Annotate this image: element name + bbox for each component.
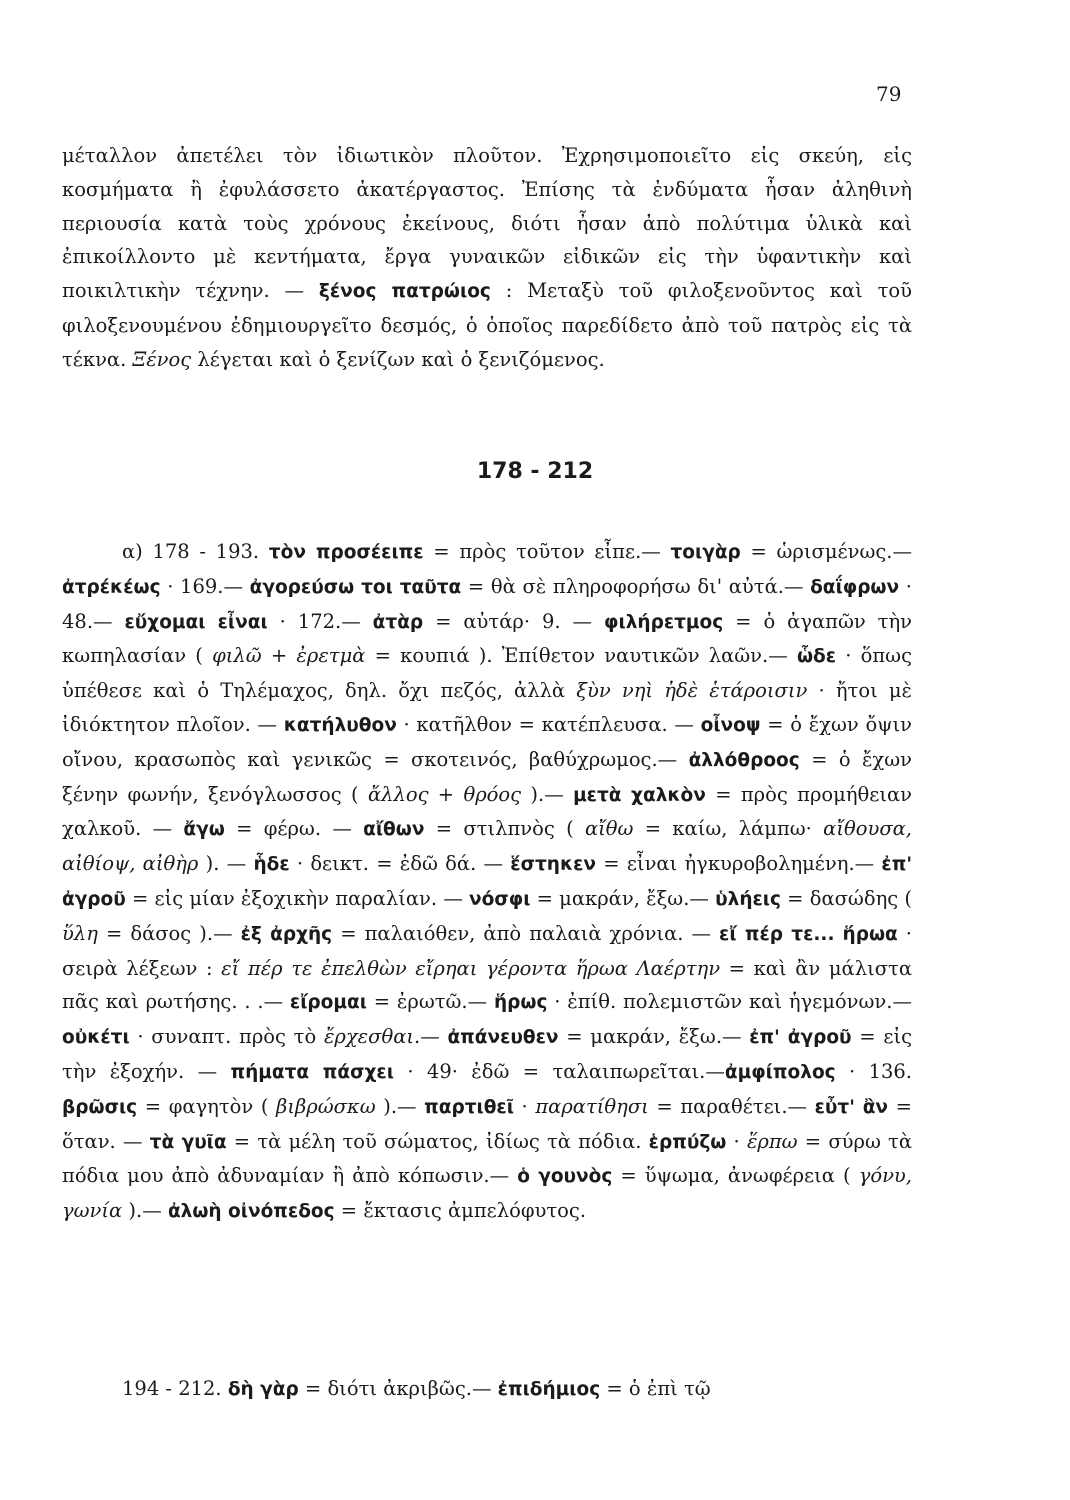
gloss-term: τοιγὰρ — [670, 542, 741, 563]
text-run: = αὐτάρ· 9. — — [423, 609, 605, 633]
section-heading: 178 - 212 — [476, 459, 594, 484]
text-run: · 136. — [835, 1059, 913, 1083]
gloss-term: οὐκέτι — [62, 1027, 130, 1049]
paragraph-glossary-a — [62, 535, 912, 1229]
text-run: ).— — [122, 1199, 168, 1223]
text-run: 194 - 212. — [122, 1377, 228, 1400]
gloss-term: εὖτ' ἂν — [814, 1096, 889, 1118]
italic-text: ξὺν νηὶ ἠδὲ ἑτάροισιν — [576, 679, 808, 703]
gloss-term: εὔχομαι εἶναι — [124, 611, 268, 633]
paragraph-intro — [62, 139, 912, 377]
text-run: = τὰ μέλη τοῦ σώματος, ἰδίως τὰ πόδια. — [226, 1129, 649, 1153]
gloss-term: μετὰ χαλκὸν — [573, 784, 706, 806]
text-run: .— — [414, 1025, 448, 1049]
gloss-term: ἥρωα — [842, 923, 898, 945]
gloss-term: ἀγορεύσω τοι ταῦτα — [249, 576, 462, 598]
text-run: · δεικτ. = ἐδῶ δά. — — [289, 852, 511, 876]
text-run: = παλαιόθεν, ἀπὸ παλαιὰ χρόνια. — — [332, 921, 720, 945]
text-run: = φαγητὸν ( — [137, 1094, 277, 1118]
page-number: 79 — [876, 82, 902, 106]
text-run: · ὅπως ὑπέθεσε καὶ ὁ Τηλέμαχος, δηλ. ὄχι πεζός, ἀλλὰ — [62, 644, 913, 703]
gloss-term: κατήλυθον — [283, 714, 397, 736]
gloss-term: δαΐφρων — [810, 576, 900, 598]
italic-text: ἔρχεσθαι — [323, 1025, 415, 1049]
text-run: = ὕψωμα, ἀνωφέρεια ( — [612, 1164, 859, 1188]
text-run: = κουπιά ). Ἐπίθετον ναυτικῶν λαῶν.— — [365, 644, 797, 668]
gloss-term: ἕστηκεν — [510, 854, 596, 876]
text-run: ).— — [375, 1094, 425, 1118]
gloss-term: ἑρπύζω — [648, 1131, 727, 1153]
gloss-term: ξένος πατρώιος — [318, 281, 491, 303]
text-run: ).— — [521, 782, 574, 806]
text-run: = πρὸς προμήθειαν χαλκοῦ. — — [62, 782, 913, 841]
gloss-term: εἴ πέρ τε... — [719, 923, 835, 945]
gloss-term: ἐπιδήμιος — [497, 1379, 601, 1400]
text-run: · σειρὰ λέξεων : — [62, 921, 912, 980]
italic-text: Ξένος — [132, 347, 192, 371]
text-run: = ὡρισμένως.— — [740, 540, 912, 563]
gloss-term: αἴθων — [363, 819, 425, 841]
gloss-term: ἧδε — [253, 854, 290, 876]
text-run: · 169.— — [160, 574, 250, 598]
text-run: = ὁ ἀγαπῶν τὴν κωπηλασίαν ( — [62, 609, 913, 668]
gloss-term: ὧδε — [796, 646, 837, 668]
text-run: = δάσος ).— — [97, 921, 241, 945]
italic-text: ὕλη — [62, 921, 98, 945]
gloss-term: ἐπ' ἀγροῦ — [749, 1027, 852, 1049]
text-run: = παραθέτει.— — [648, 1094, 815, 1118]
italic-text: ἕρπω — [746, 1129, 798, 1153]
text-run: = ὅταν. — — [62, 1094, 912, 1153]
gloss-term: ἀλωὴ οἰνόπεδος — [167, 1201, 335, 1223]
text-run: λέγεται καὶ ὁ ξενίζων καὶ ὁ ξενιζόμενος. — [191, 347, 605, 371]
gloss-term: ἐξ ἀρχῆς — [240, 923, 333, 945]
text-run: = ἐρωτῶ.— — [366, 990, 494, 1014]
gloss-term: ἀτρέκέως — [62, 576, 161, 598]
text-run: = εἰς μίαν ἐξοχικὴν παραλίαν. — — [125, 886, 470, 910]
gloss-term: ἀμφίπολος — [724, 1061, 836, 1083]
gloss-term: ἀπάνευθεν — [447, 1027, 559, 1049]
italic-text: φιλῶ + ἐρετμὰ — [212, 644, 366, 668]
gloss-term: ἄγω — [183, 819, 225, 841]
paragraph-glossary-b — [62, 1372, 912, 1407]
text-run: = φέρω. — — [224, 817, 364, 841]
text-run: · 172.— — [267, 609, 373, 633]
gloss-term: τὰ γυῖα — [149, 1131, 227, 1153]
gloss-term: πήματα πάσχει — [230, 1061, 394, 1083]
text-run: α) 178 - 193. — [122, 540, 269, 563]
text-run: = πρὸς τοῦτον εἶπε.— — [423, 540, 671, 563]
text-run: : Μεταξὺ τοῦ φιλοξενοῦντος καὶ τοῦ φιλοξενουμένου ἐδημιουργεῖτο δεσμός, ὁ ὁποῖος παρεδίδετο ἀπὸ τοῦ πατρὸς εἰς τὰ τέκνα. — [62, 279, 912, 371]
italic-text: αἴθω — [584, 817, 634, 841]
gloss-term: οἶνοψ — [700, 714, 761, 736]
text-run: · κατῆλθον = κατέπλευσα. — — [396, 712, 701, 736]
gloss-term: ἀλλόθροος — [688, 749, 800, 771]
text-run: = μακράν, ἔξω.— — [558, 1025, 750, 1049]
gloss-term: παρτιθεῖ — [424, 1096, 514, 1118]
gloss-term: ἥρως — [493, 992, 548, 1014]
italic-text: ἄλλος + θρόος — [367, 782, 522, 806]
gloss-term: τὸν προσέειπε — [268, 542, 424, 563]
text-run: · 49· ἐδῶ = ταλαιπωρεῖται.— — [393, 1059, 725, 1083]
text-run: = ἔκτασις ἀμπελόφυτος. — [334, 1199, 587, 1223]
gloss-term: ὑλήεις — [715, 888, 781, 910]
text-run: · ἤτοι μὲ ἰδιόκτητον πλοῖον. — — [62, 679, 913, 736]
text-run: = καίω, λάμπω· — [633, 817, 824, 841]
text-run: · ἐπίθ. πολεμιστῶν καὶ ἡγεμόνων.— — [547, 990, 912, 1014]
gloss-term: ἀτὰρ — [372, 611, 424, 633]
text-run: = θὰ σὲ πληροφορήσω δι' αὐτά.— — [461, 574, 811, 598]
gloss-term: φιλήρετμος — [604, 611, 724, 633]
italic-text: βιβρώσκω — [276, 1094, 376, 1118]
text-run: = διότι ἀκριβῶς.— — [298, 1377, 498, 1400]
italic-text: παρατίθησι — [535, 1094, 649, 1118]
text-run: = μακράν, ἔξω.— — [530, 886, 716, 910]
text-run: = σύρω τὰ πόδια μου ἀπὸ ἀδυναμίαν ἢ ἀπὸ κόπωσιν.— — [62, 1129, 912, 1188]
text-run: = ὁ ἐπὶ τῷ — [600, 1377, 711, 1400]
text-run: = εἶναι ἠγκυροβολημένη.— — [596, 852, 882, 876]
gloss-term: ἐπ' ἀγροῦ — [62, 854, 912, 910]
italic-text: αἴθουσα, αἰθίοψ, αἰθὴρ — [62, 817, 912, 876]
text-run: = εἰς τὴν ἐξοχήν. — — [62, 1025, 913, 1083]
text-run: = ὁ ἔχων ξένην φωνήν, ξενόγλωσσος ( — [62, 747, 912, 806]
gloss-term: ὁ γουνὸς — [517, 1166, 613, 1188]
text-run: ). — — [198, 852, 254, 876]
gloss-term: νόσφι — [469, 888, 531, 910]
text-run: · 48.— — [62, 574, 912, 633]
italic-text: γόνυ, γωνία — [62, 1164, 912, 1223]
text-run: = καὶ ἂν μάλιστα πᾶς καὶ ρωτήσης. . .— — [62, 956, 912, 1014]
text-run: · — [513, 1094, 536, 1118]
gloss-term: δὴ γὰρ — [227, 1379, 299, 1400]
text-run: = ὁ ἔχων ὄψιν οἴνου, κρασωπὸς καὶ γενικῶς = σκοτεινός, βαθύχρωμος.— — [62, 712, 912, 771]
gloss-term: εἴρομαι — [289, 992, 367, 1014]
italic-text: εἴ πέρ τε ἐπελθὼν εἴρηαι γέροντα ἥρωα Λαέρτην — [221, 956, 721, 980]
text-run: = δασώδης ( — [780, 886, 912, 910]
gloss-term: βρῶσις — [62, 1096, 138, 1118]
text-run: μέταλλον ἀπετέλει τὸν ἰδιωτικὸν πλοῦτον. Ἐχρησιμοποιεῖτο εἰς σκεύη, εἰς κοσμήματα ἢ ἐφυλάσσετο ἀκατέργαστος. Ἐπίσης τὰ ἐνδύματα ἦσαν ἀληθινὴ περιουσία κατὰ τοὺς χρόνους ἐκείνους, διότι ἦσαν ἀπὸ πολύτιμα ὑλικὰ καὶ ἐπικοίλλοντο μὲ κεντήματα, ἔργα γυναικῶν εἰδικῶν εἰς τὴν ὑφαντικὴν καὶ ποικιλτικὴν τέχνην. — — [62, 144, 912, 303]
text-run: · συναπτ. πρὸς τὸ — [129, 1025, 324, 1049]
text-run — [835, 922, 843, 945]
text-run: · — [726, 1129, 747, 1153]
text-run: = στιλπνὸς ( — [424, 817, 585, 841]
